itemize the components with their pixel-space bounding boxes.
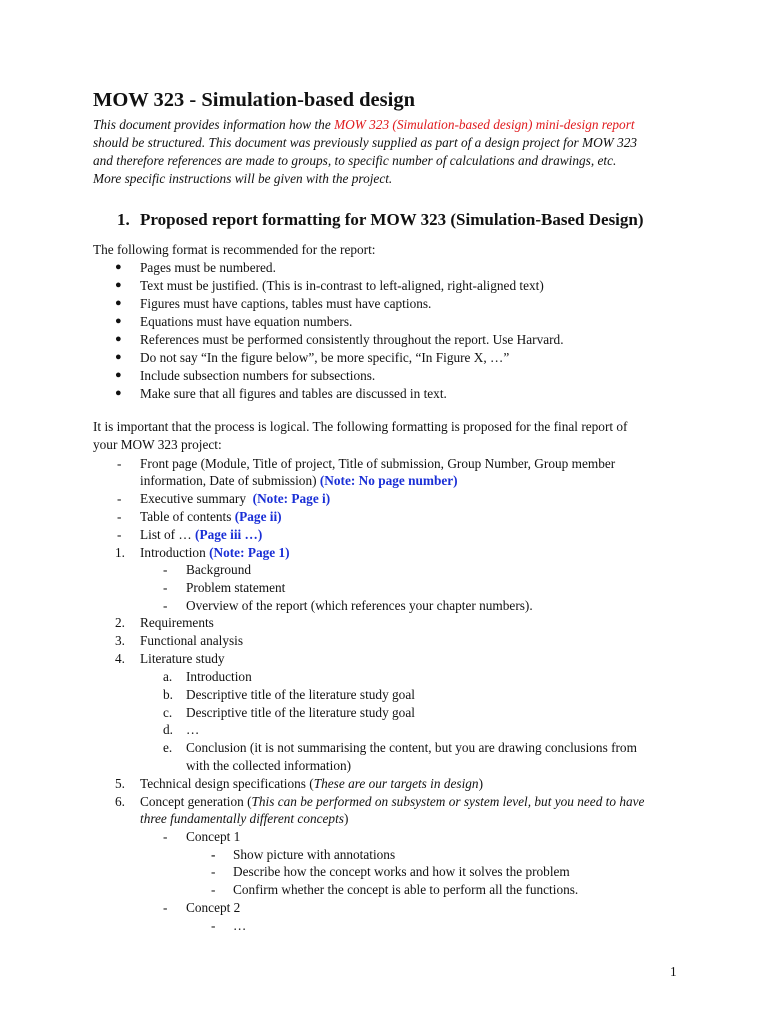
outline-letter: c. <box>163 705 173 720</box>
outline-letter: b. <box>163 687 173 702</box>
outline-dash: - <box>211 864 216 879</box>
bullet-dot: ● <box>115 279 122 291</box>
outline-functional-analysis: Functional analysis <box>140 633 244 648</box>
bullet-item: References must be performed consistently throughout the report. Use Harvard. <box>140 332 564 347</box>
outline-concept-1: Concept 1 <box>186 829 241 844</box>
intro-text: This document provides information how the <box>93 117 335 132</box>
format-intro: The following format is recommended for the report: <box>93 242 376 257</box>
outline-exec-text: Executive summary <box>140 491 246 506</box>
outline-lit-item: Conclusion (it is not summarising the content, but you are drawing conclusions from <box>186 740 637 755</box>
outline-dash: - <box>117 509 122 524</box>
outline-front-page: Front page (Module, Title of project, Title of submission, Group Number, Group member <box>140 456 616 471</box>
page-number: 1 <box>670 964 677 979</box>
bullet-dot: ● <box>115 333 122 345</box>
intro-line-1 <box>93 116 635 133</box>
outline-number: 6. <box>115 794 125 809</box>
outline-number: 2. <box>115 615 125 630</box>
outline-listof-text: List of … <box>140 527 192 542</box>
bullet-item: Do not say “In the figure below”, be more specific, “In Figure X, …” <box>140 350 510 365</box>
bullet-item: Text must be justified. (This is in-contrast to left-aligned, right-aligned text) <box>140 278 544 293</box>
bullet-dot: ● <box>115 351 122 363</box>
outline-literature-study: Literature study <box>140 651 225 666</box>
outline-front-text: information, Date of submission) <box>140 473 317 488</box>
outline-dash: - <box>163 598 168 613</box>
outline-lit-item: Descriptive title of the literature study goal <box>186 705 415 720</box>
para-line-1: It is important that the process is logical. The following formatting is proposed for the final report of <box>93 419 628 434</box>
note-page-i: (Note: Page i) <box>252 491 331 506</box>
outline-dash: - <box>117 527 122 542</box>
outline-concept-italic: This can be performed on subsystem or system level, but you need to have <box>251 794 645 809</box>
outline-lit-item-cont: with the collected information) <box>186 758 352 773</box>
outline-sub-item: Problem statement <box>186 580 286 595</box>
outline-concept-1-item: Show picture with annotations <box>233 847 396 862</box>
intro-line-4: More specific instructions will be given with the project. <box>93 171 393 186</box>
bullet-dot: ● <box>115 297 122 309</box>
note-page-1: (Note: Page 1) <box>209 545 290 560</box>
outline-letter: e. <box>163 740 173 755</box>
outline-number: 3. <box>115 633 125 648</box>
outline-number: 5. <box>115 776 125 791</box>
outline-concept-2-item: … <box>233 918 247 933</box>
outline-dash: - <box>211 918 216 933</box>
outline-executive-summary <box>140 490 330 507</box>
intro-line-2: should be structured. This document was previously supplied as part of a design project for MOW 323 <box>93 135 638 150</box>
note-no-page-number: (Note: No page number) <box>319 473 458 488</box>
outline-letter: a. <box>163 669 173 684</box>
section-heading: Proposed report formatting for MOW 323 (Simulation-Based Design) <box>140 210 644 229</box>
outline-concept-1-item: Describe how the concept works and how it solves the problem <box>233 864 570 879</box>
outline-concept-generation <box>140 793 644 810</box>
outline-lit-item: … <box>186 722 200 737</box>
bullet-dot: ● <box>115 261 122 273</box>
outline-tech-close: ) <box>478 776 484 791</box>
section-number: 1. <box>117 210 130 229</box>
outline-technical-specs <box>140 775 483 792</box>
bullet-item: Make sure that all figures and tables are discussed in text. <box>140 386 447 401</box>
outline-concept-1-item: Confirm whether the concept is able to perform all the functions. <box>233 882 579 897</box>
outline-sub-item: Overview of the report (which references your chapter numbers). <box>186 598 533 613</box>
bullet-dot: ● <box>115 315 122 327</box>
outline-dash: - <box>163 562 168 577</box>
outline-lit-item: Descriptive title of the literature study goal <box>186 687 415 702</box>
outline-table-of-contents <box>140 508 282 525</box>
bullet-item: Figures must have captions, tables must have captions. <box>140 296 432 311</box>
outline-front-page-cont <box>140 472 458 489</box>
note-page-iii: (Page iii …) <box>195 527 263 542</box>
outline-number: 1. <box>115 545 125 560</box>
bullet-dot: ● <box>115 387 122 399</box>
outline-dash: - <box>163 900 168 915</box>
para-line-2: your MOW 323 project: <box>93 437 222 452</box>
bullet-item: Equations must have equation numbers. <box>140 314 353 329</box>
outline-dash: - <box>163 580 168 595</box>
outline-dash: - <box>117 456 122 471</box>
intro-highlight: MOW 323 (Simulation-based design) mini-design report <box>334 117 635 132</box>
outline-concept-generation-cont <box>140 810 348 827</box>
outline-concept-italic-2: three fundamentally different concepts <box>140 811 344 826</box>
outline-list-of <box>140 526 262 543</box>
outline-introduction <box>140 544 290 561</box>
outline-lit-item: Introduction <box>186 669 252 684</box>
outline-tech-text: Technical design specifications ( <box>140 776 314 791</box>
outline-tech-italic: These are our targets in design <box>313 776 479 791</box>
outline-requirements: Requirements <box>140 615 214 630</box>
outline-dash: - <box>211 847 216 862</box>
outline-dash: - <box>163 829 168 844</box>
outline-intro-text: Introduction <box>140 545 206 560</box>
outline-concept-text: Concept generation ( <box>140 794 252 809</box>
note-page-ii: (Page ii) <box>234 509 282 524</box>
intro-line-3: and therefore references are made to groups, to specific number of calculations and drawings, etc. <box>93 153 617 168</box>
document-title: MOW 323 - Simulation-based design <box>93 89 415 111</box>
outline-dash: - <box>211 882 216 897</box>
outline-concept-2: Concept 2 <box>186 900 241 915</box>
bullet-item: Pages must be numbered. <box>140 260 276 275</box>
outline-toc-text: Table of contents <box>140 509 232 524</box>
outline-dash: - <box>117 491 122 506</box>
outline-sub-item: Background <box>186 562 251 577</box>
outline-number: 4. <box>115 651 125 666</box>
outline-letter: d. <box>163 722 173 737</box>
outline-concept-close: ) <box>343 811 349 826</box>
bullet-dot: ● <box>115 369 122 381</box>
bullet-item: Include subsection numbers for subsections. <box>140 368 376 383</box>
